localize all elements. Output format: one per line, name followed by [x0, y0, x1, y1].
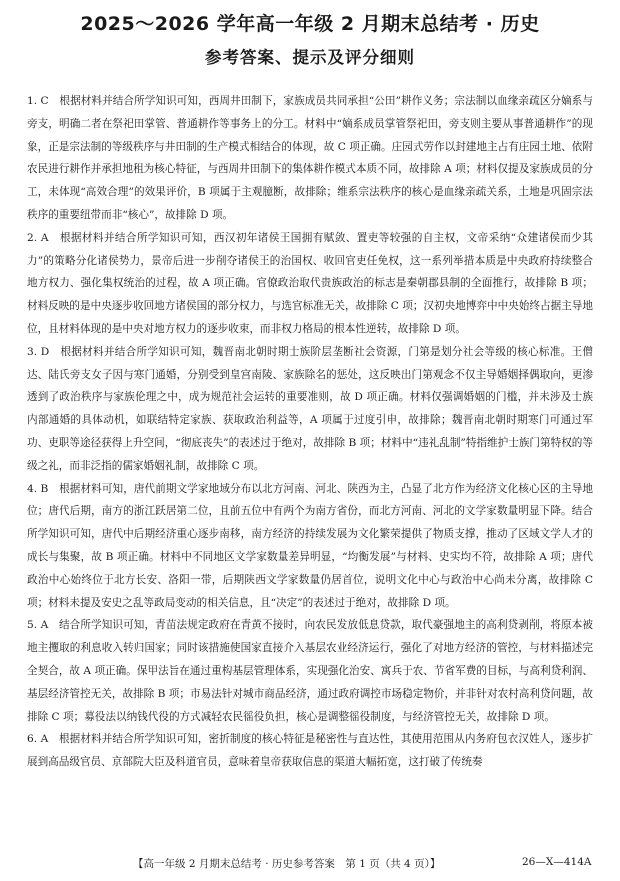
page-subtitle: 参考答案、提示及评分细则: [205, 48, 415, 67]
answer-text: 根据材料并结合所学知识可知，西周井田制下，家族成员共同承担“公田”耕作义务；宗法制以血缘亲疏区分嫡系与旁支，明确二者在祭祀田掌管、普通耕作等事务上的分工。材料中“嫡系成员掌管祭祀田，旁支则主要从事普通耕作”的现象，正是宗法制的等级秩序与井田制的生产模式相结合的体现，故 C 项正确。庄园式劳作以封建地主占有庄园土地、依附农民进行耕作并承担地租为核心特征，与西周井田制下的集体耕作模式本质不同，故排除 A 项；材料仅提及家族成员的分工，未体现“高效合理”的效果评价，B 项属于主观臆断，故排除；维系宗法秩序的核心是血缘亲疏关系，土地是巩固宗法秩序的重要纽带而非“核心”，故排除 D 项。: [27, 95, 593, 221]
answer-list: [27, 90, 593, 774]
answer-number: 1. C: [27, 95, 49, 107]
answer-item-3: [27, 341, 593, 478]
answer-text: 根据材料可知，唐代前期文学家地域分布以北方河南、河北、陕西为主，凸显了北方作为经济文化核心区的主导地位；唐代后期，南方的浙江跃居第二位，且前五位中有两个为南方省份，而北方河南、河北的文学家数量明显下降。结合所学知识可知，唐代中后期经济重心逐步南移，南方经济的持续发展为文化繁荣提供了物质支撑，推动了区域文学人才的成长与集聚，故 B 项正确。材料中不同地区文学家数量差异明显，“均衡发展”与材料、史实均不符，故排除 A 项；唐代政治中心始终位于北方长安、洛阳一带，后期陕西文学家数量仍居首位，说明文化中心与政治中心尚未分离，故排除 C 项；材料未提及安史之乱等政局变动的相关信息，且“决定”的表述过于绝对，故排除 D 项。: [27, 482, 594, 609]
answer-item-5: [27, 614, 593, 728]
answer-text: 根据材料并结合所学知识可知，魏晋南北朝时期士族阶层垄断社会资源，门第是划分社会等级的核心标准。王僧达、陆氏旁支女子因与寒门通婚，分别受到皇宫南陵、家族除名的惩处，这反映出门第观念不仅主导婚姻择偶取向，更渗透到了政治秩序与家族伦理之中，成为规范社会运转的重要准则，故 D 项正确。材料仅强调婚姻的门槛，并未涉及士族内部通婚的具体动机，如联结特定家族、获取政治利益等，A 项属于过度引申，故排除；魏晋南北朝时期寒门可通过军功、吏职等途径获得上升空间，“彻底丧失”的表述过于绝对，故排除 B 项；材料中“违礼乱制”特指维护士族门第特权的等级之礼，而非泛指的儒家婚姻礼制，故排除 C 项。: [27, 345, 593, 472]
answer-item-6: [27, 728, 593, 774]
answer-item-1: [27, 90, 593, 227]
answer-item-2: [27, 227, 593, 341]
answer-number: 3. D: [27, 345, 50, 358]
answer-number: 6. A: [27, 733, 49, 746]
answer-number: 5. A: [27, 619, 49, 632]
answer-number: 2. A: [27, 231, 49, 244]
answer-text: 根据材料并结合所学知识可知，密折制度的核心特征是秘密性与直达性，其使用范围从内务府包衣汉姓人，逐步扩展到高品级官员、京部院大臣及科道官员，意味着皇帝获取信息的渠道大幅拓宽，这打破了传统奏: [27, 733, 593, 769]
page-title: 2025～2026 学年高一年级 2 月期末总结考 · 历史: [80, 13, 540, 35]
answer-number: 4. B: [27, 482, 49, 495]
footer-page-info: 【高一年级 2 月期末总结考 · 历史参考答案 第 1 页（共 4 页）】: [133, 858, 441, 870]
footer-paper-code: 26—X—414A: [522, 856, 592, 868]
answer-item-4: [27, 478, 593, 615]
answer-text: 根据材料并结合所学知识可知，西汉初年诸侯王国拥有赋敛、置吏等较强的自主权，文帝采纳“众建诸侯而少其力”的策略分化诸侯势力，景帝后进一步削夺诸侯王的治国权、收回官吏任免权，这一系列举措本质是中央政府持续整合地方权力、强化集权统治的过程，故 A 项正确。官僚政治取代贵族政治的标志是秦朝郡县制的全面推行，故排除 B 项；材料反映的是中央逐步收回地方诸侯国的部分权力，与选官标准无关，故排除 C 项；汉初央地博弈中中央始终占据主导地位，且材料体现的是中央对地方权力的逐步收束，而非权力格局的根本性逆转，故排除 D 项。: [27, 231, 593, 335]
answer-text: 结合所学知识可知，青苗法规定政府在青黄不接时，向农民发放低息贷款，取代豪强地主的高利贷剥削，将原本被地主攫取的利息收入转归国家；同时该措施使国家直接介入基层农业经济运行，强化了对地方经济的管控，与材料描述完全契合，故 A 项正确。保甲法旨在通过重构基层管理体系，实现强化治安、寓兵于农、节省军费的目标，与高利贷利润、基层经济管控无关，故排除 B 项；市易法针对城市商品经济，通过政府调控市场稳定物价，并非针对农村高利贷问题，故排除 C 项；募役法以纳钱代役的方式减轻农民徭役负担，核心是调整徭役制度，与经济管控无关，故排除 D 项。: [27, 619, 593, 723]
